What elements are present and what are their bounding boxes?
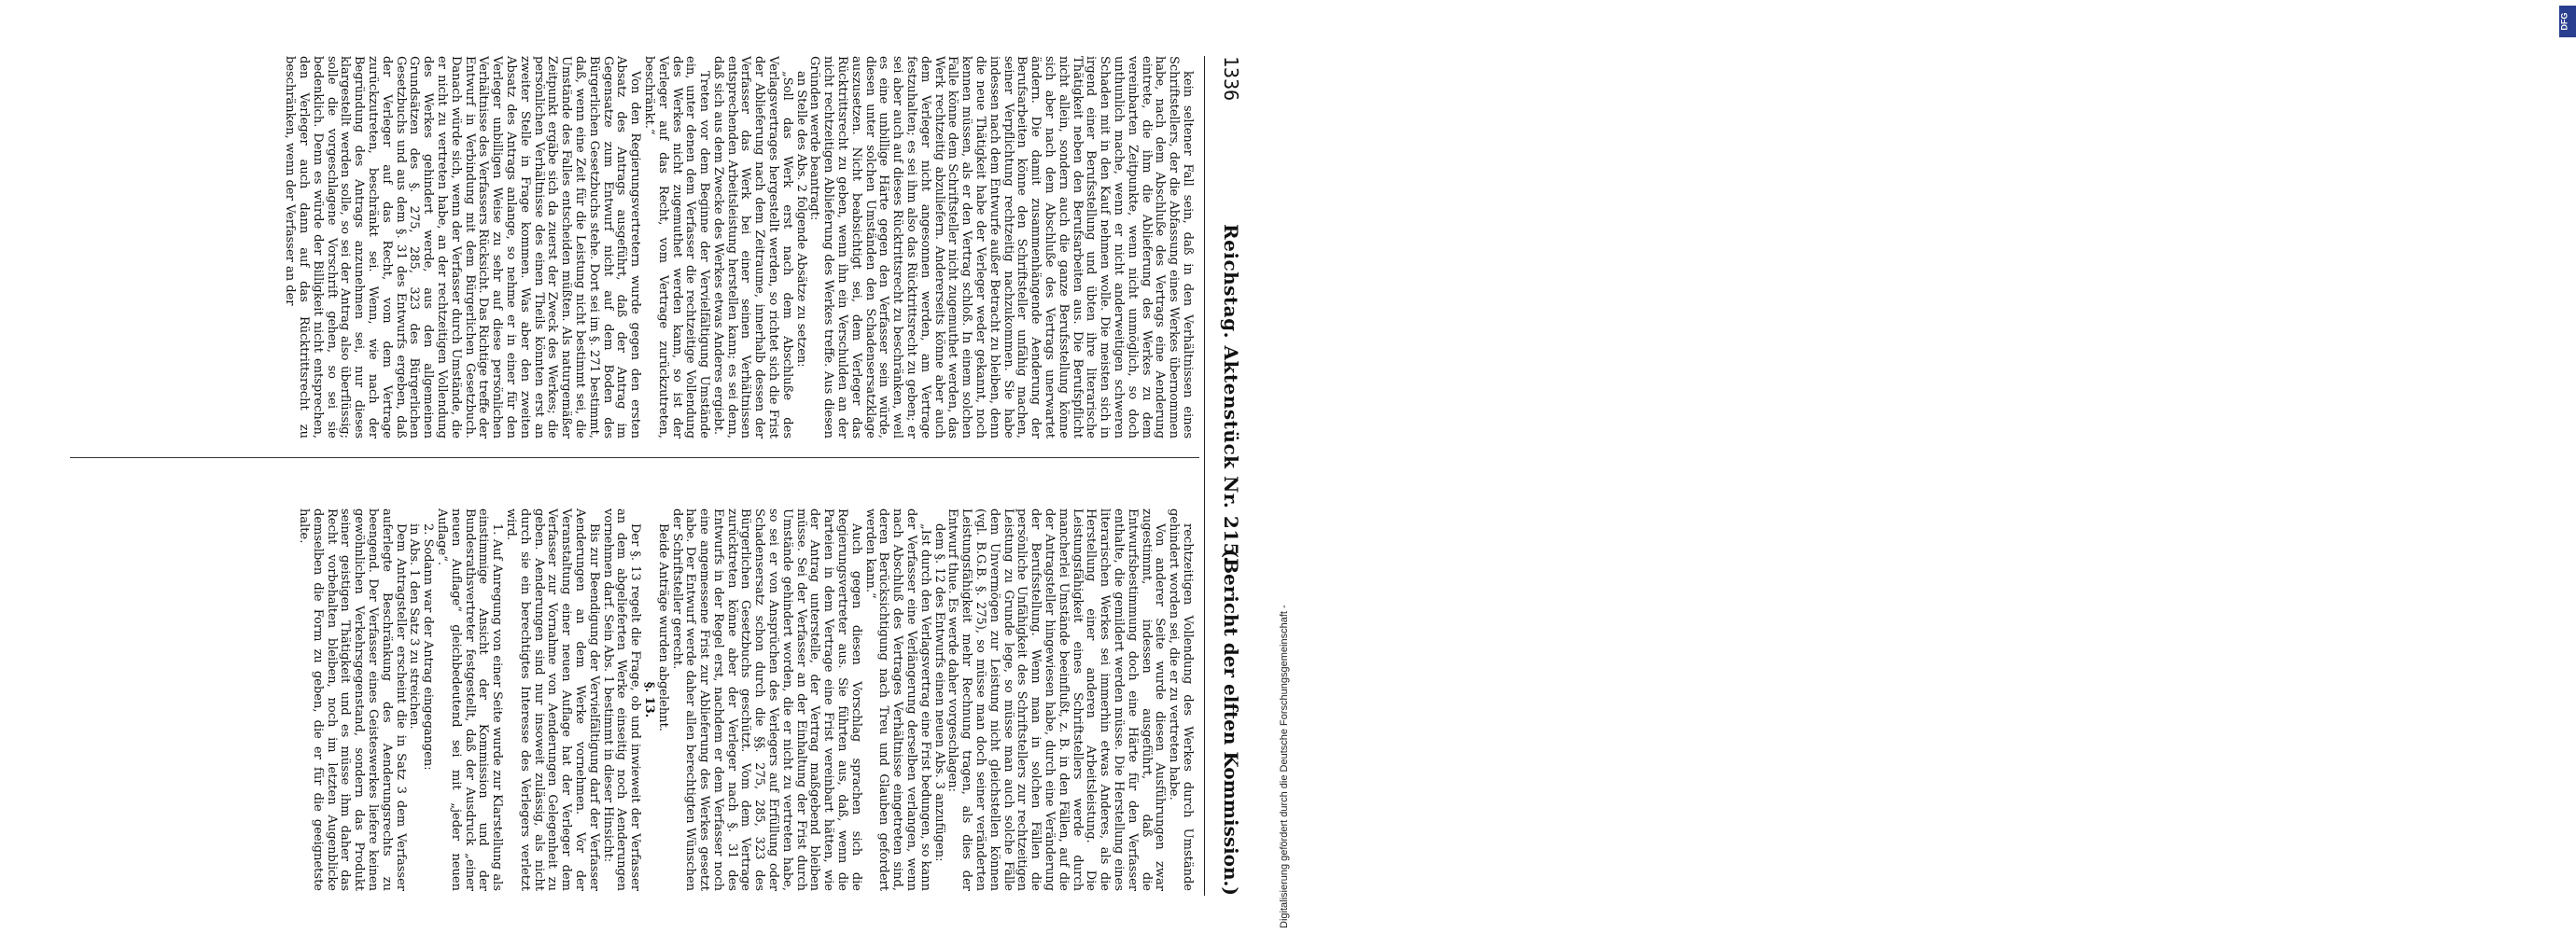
paragraph: Dem Antragsteller erscheint die in Satz 3 dem Verfasser auferlegte Beschränkung des Aenderungsrechts zu beengend. Der Verfasser eines Geisteswerkes liefere keinen gewöhnlichen Verkehrsgegenstand, sondern das Produkt seiner geistigen Thätigkeit und es müsse ihm daher das Recht vorbehalten bleiben, noch im letzten Augenblicke demselben die Form zu geben, die er für die geeignetste halte.: [297, 508, 408, 891]
paragraph: rechtzeitigen Vollendung des Werkes durch Umstände gehindert worden sei, die er zu vertreten habe.: [1167, 508, 1195, 891]
paragraph: „Ist durch den Verlagsvertrag eine Frist bedungen, so kann der Verfasser eine Verlängerung derselben verlangen, wenn nach Abschluß des Vertrages Verhältnisse eingetreten sind, deren Berücksichtigung nach Treu und Glauben gefordert werden kann.“: [862, 508, 932, 891]
left-column: [282, 56, 1194, 439]
paragraph: Auch gegen diesen Vorschlag sprachen sich die Regierungsvertreter aus. Sie führten aus, daß, wenn die Parteien in dem Vertrage eine Frist vereinbart hätten, wie der Antrag unterstelle, der Vertrag maßgebend bleiben müsse. Sei der Verfasser an der Einhaltung der Frist durch Umstände gehindert worden, die er nicht zu vertreten habe, so sei er von Ansprüchen des Verlegers auf Erfüllung oder Schadensersatz schon durch die §§. 275, 285, 323 des Bürgerlichen Gesetzbuchs geschützt. Vom dem Vertrage zurücktreten könne aber der Verleger nach §. 31 des Entwurfs in der Regel erst, nachdem er dem Verfasser noch eine angemessene Frist zur Ablieferung des Werkes gesetzt habe. Der Entwurf werde daher allen berechtigten Wünschen der Schriftsteller gerecht.: [669, 508, 863, 891]
paragraph: Von den Regierungsvertretern wurde gegen den ersten Absatz des Antrags ausgeführt, daß der Antrag im Gegensatze zum Entwurf nicht auf dem Boden des Bürgerlichen Gesetzbuchs stehe. Dort sei im §. 271 bestimmt, daß, wenn eine Zeit für die Leistung nicht bestimmt sei, die Umstände des Falles entscheiden müßten. Als naturgemäßer Zeitpunkt ergäbe sich da zuerst der Zweck des Werkes; die persönlichen Verhältnisse des einen Theils könnten erst an zweiter Stelle in Frage kommen. Was aber den zweiten Absatz des Antrags anlange, so nehme er in einer für den Verleger unbilligen Weise zu sehr auf diese persönlichen Verhältnisse des Verfassers Rücksicht. Das Richtige treffe der Entwurf in Verbindung mit dem Bürgerlichen Gesetzbuch. Danach würde sich, wenn der Verfasser durch Umstände, die er nicht zu vertreten habe, an der rechtzeitigen Vollendung des Werkes gehindert werde, aus den allgemeinen Grundsätzen des §. 275, 285, 323 des Bürgerlichen Gesetzbuchs und aus dem §. 31 des Entwurfs ergeben, daß der Verleger auf das Recht, vom dem Vertrage zurückzutreten, beschränkt sei. Wenn, wie nach der Begründung des Antrags anzunehmen sei, nur dieses klargestellt werden solle, so sei der Antrag also überflüssig; solle die vorgeschlagene Vorschrift gehen, so sei sie bedenklich. Denn es würde der Billigkeit nicht entsprechen, den Verleger auch dann auf das Rücktrittsrecht zu beschränken, wenn der Verfasser an der: [283, 56, 643, 439]
paragraph: Treten vor dem Beginne der Vervielfältigung Umstände ein, unter denen dem Verfasser die rechtzeitige Vollendung des Werkes nicht zugemuthet werden kann, so ist der Verleger auf das Recht, vom Vertrage zurückzutreten, beschränkt.“: [641, 56, 712, 439]
paragraph: Von anderer Seite wurde diesen Ausführungen zwar zugestimmt, indessen ausgeführt, daß die Entwurfsbestimmung doch eine Härte für den Verfasser enthalte, die gemildert werden müsse. Die Herstellung eines literarischen Werkes sei immerhin etwas Anderes, als die Herstellung einer anderen Arbeitsleistung. Die Leistungsfähigkeit eines Schriftstellers werde durch mancherlei Umstände beeinflußt, z. B. in den Fällen, auf die der Antragsteller hingewiesen habe, durch eine Veränderung der Berufsstellung. Wenn man in solchen Fällen die persönliche Unfähigkeit des Schriftstellers zur rechtzeitigen Leistung zu Grunde lege, so müsse man auch solche Fälle dem Unvermögen zur Leistung nicht gleichstellen können (vgl. B.G.B. §. 275), so müsse man doch seiner veränderten Leistungsfähigkeit mehr Rechnung tragen, als dies der Entwurf thue. Es werde daher vorgeschlagen:: [945, 508, 1168, 891]
section-heading: §. 13.: [641, 681, 656, 718]
paragraph: Der §. 13 regelt die Frage, ob und inwieweit der Verfasser an dem abgelieferten Werke einseitig noch Aenderungen vornehmen darf. Sein Abs. 1 bestimmt in dieser Hinsicht:: [600, 508, 643, 891]
page-title: Reichstag. Aktenstück Nr. 215.: [1220, 224, 1242, 564]
paragraph: kein seltener Fall sein, daß in den Verhältnissen eines Schriftstellers, der die Abfassung eines Werkes übernommen habe, nach dem Abschluße des Vertrags eine Aenderung eintrete, die ihm die Ablieferung des Werkes zu dem vereinbarten Zeitpunkte, wenn nicht unmöglich, so doch unthunlich mache, wenn er nicht anderweitigen schweren Schaden mit in den Kauf nehmen wolle. Die meisten sich in irgend einer Berufsstellung und übten ihre literarische Thätigkeit neben den Berufsarbeiten aus. Die Berufspflicht nicht allein, sondern auch die ganze Berufsstellung könne sich aber nach dem Abschluße des Vertrags unerwartet ändern. Die damit zusammenhängende Aenderung der Berufsarbeiten könne den Schriftsteller unfähig machen, seiner Verpflichtung rechtzeitig nachzukommen. Sie habe indessen nach dem Entwurfe außer Betracht zu bleiben, denn die neue Thätigkeit habe der Verleger weder gekannt, noch kennen müssen, als er den Vertrag schloß. In einem solchen Falle könne dem Schriftsteller nicht zugemuthet werden, das Werk rechtzeitig abzuliefern. Andererseits könne aber auch dem Verleger nicht angesonnen werden, am Vertrage festzuhalten; es sei ihm also das Rücktrittsrecht zu geben; er sei aber auch auf dieses Rücktrittsrecht zu beschränken, weil es eine unbillige Härte gegen den Verfasser sein würde, diesen unter solchen Umständen den Schadensersatzklage auszusetzen. Nicht beabsichtigt sei, dem Verleger das Rücktrittsrecht zu geben, wenn ihn ein Verschulden an der nicht rechtzeitigen Ablieferung des Werkes treffe. Aus diesen Gründen werde beantragt:: [807, 56, 1195, 439]
report-title: (Bericht der elften Kommission.): [1220, 549, 1242, 896]
paragraph: Beide Anträge wurden abgelehnt.: [655, 523, 670, 731]
paragraph: 2. Sodann war der Antrag eingegangen:: [421, 523, 436, 771]
paragraph: „Soll das Werk erst nach dem Abschluße des Verlagsvertrages hergestellt werden, so richtet sich die Frist der Ablieferung nach dem Zeitraume, innerhalb dessen der Verfasser das Werk bei einer seinen Verhältnissen entsprechenden Arbeitsleistung herstellen kann; es sei denn, daß sich aus dem Zwecke des Werkes etwas Anderes ergiebt.: [710, 56, 794, 439]
column-divider: [70, 457, 1199, 458]
dfg-logo-text: DFG: [2559, 12, 2569, 31]
page-number: 1336: [1220, 56, 1242, 102]
paragraph: in Abs. 1 den Satz 3 zu streichen.: [407, 523, 422, 730]
dfg-logo: [2559, 6, 2576, 37]
page-header: [1204, 56, 1242, 896]
paragraph: an Stelle des Abs. 2 folgende Absätze zu setzen:: [793, 71, 808, 368]
paragraph: 1. Auf Anregung von einer Seite wurde zur Klarstellung als einstimmige Ansicht der Kommission und der Bundesrathsvertreter festgestellt, daß der Ausdruck „einer neuen Auflage“ gleichbedeutend sei mit „jeder neuen Auflage“.: [434, 508, 505, 891]
digitization-notice: Digitalisierung gefördert durch die Deutsche Forschungsgemeinschaft -: [1279, 605, 1290, 928]
right-column: [296, 508, 1194, 891]
paragraph: dem §. 12 des Entwurfs einen neuen Abs. 3 anzufügen:: [931, 523, 946, 862]
paragraph: Bis zur Beendigung der Vervielfältigung darf der Verfasser Aenderungen an dem Werke vornehmen. Vor der Veranstaltung einer neuen Auflage hat der Verleger dem Verfasser zur Vornahme von Aenderungen Gelegenheit zu geben. Aenderungen sind nur insoweit zulässig, als nicht durch sie ein berechtigtes Interesse des Verlegers verletzt wird.: [503, 508, 601, 891]
